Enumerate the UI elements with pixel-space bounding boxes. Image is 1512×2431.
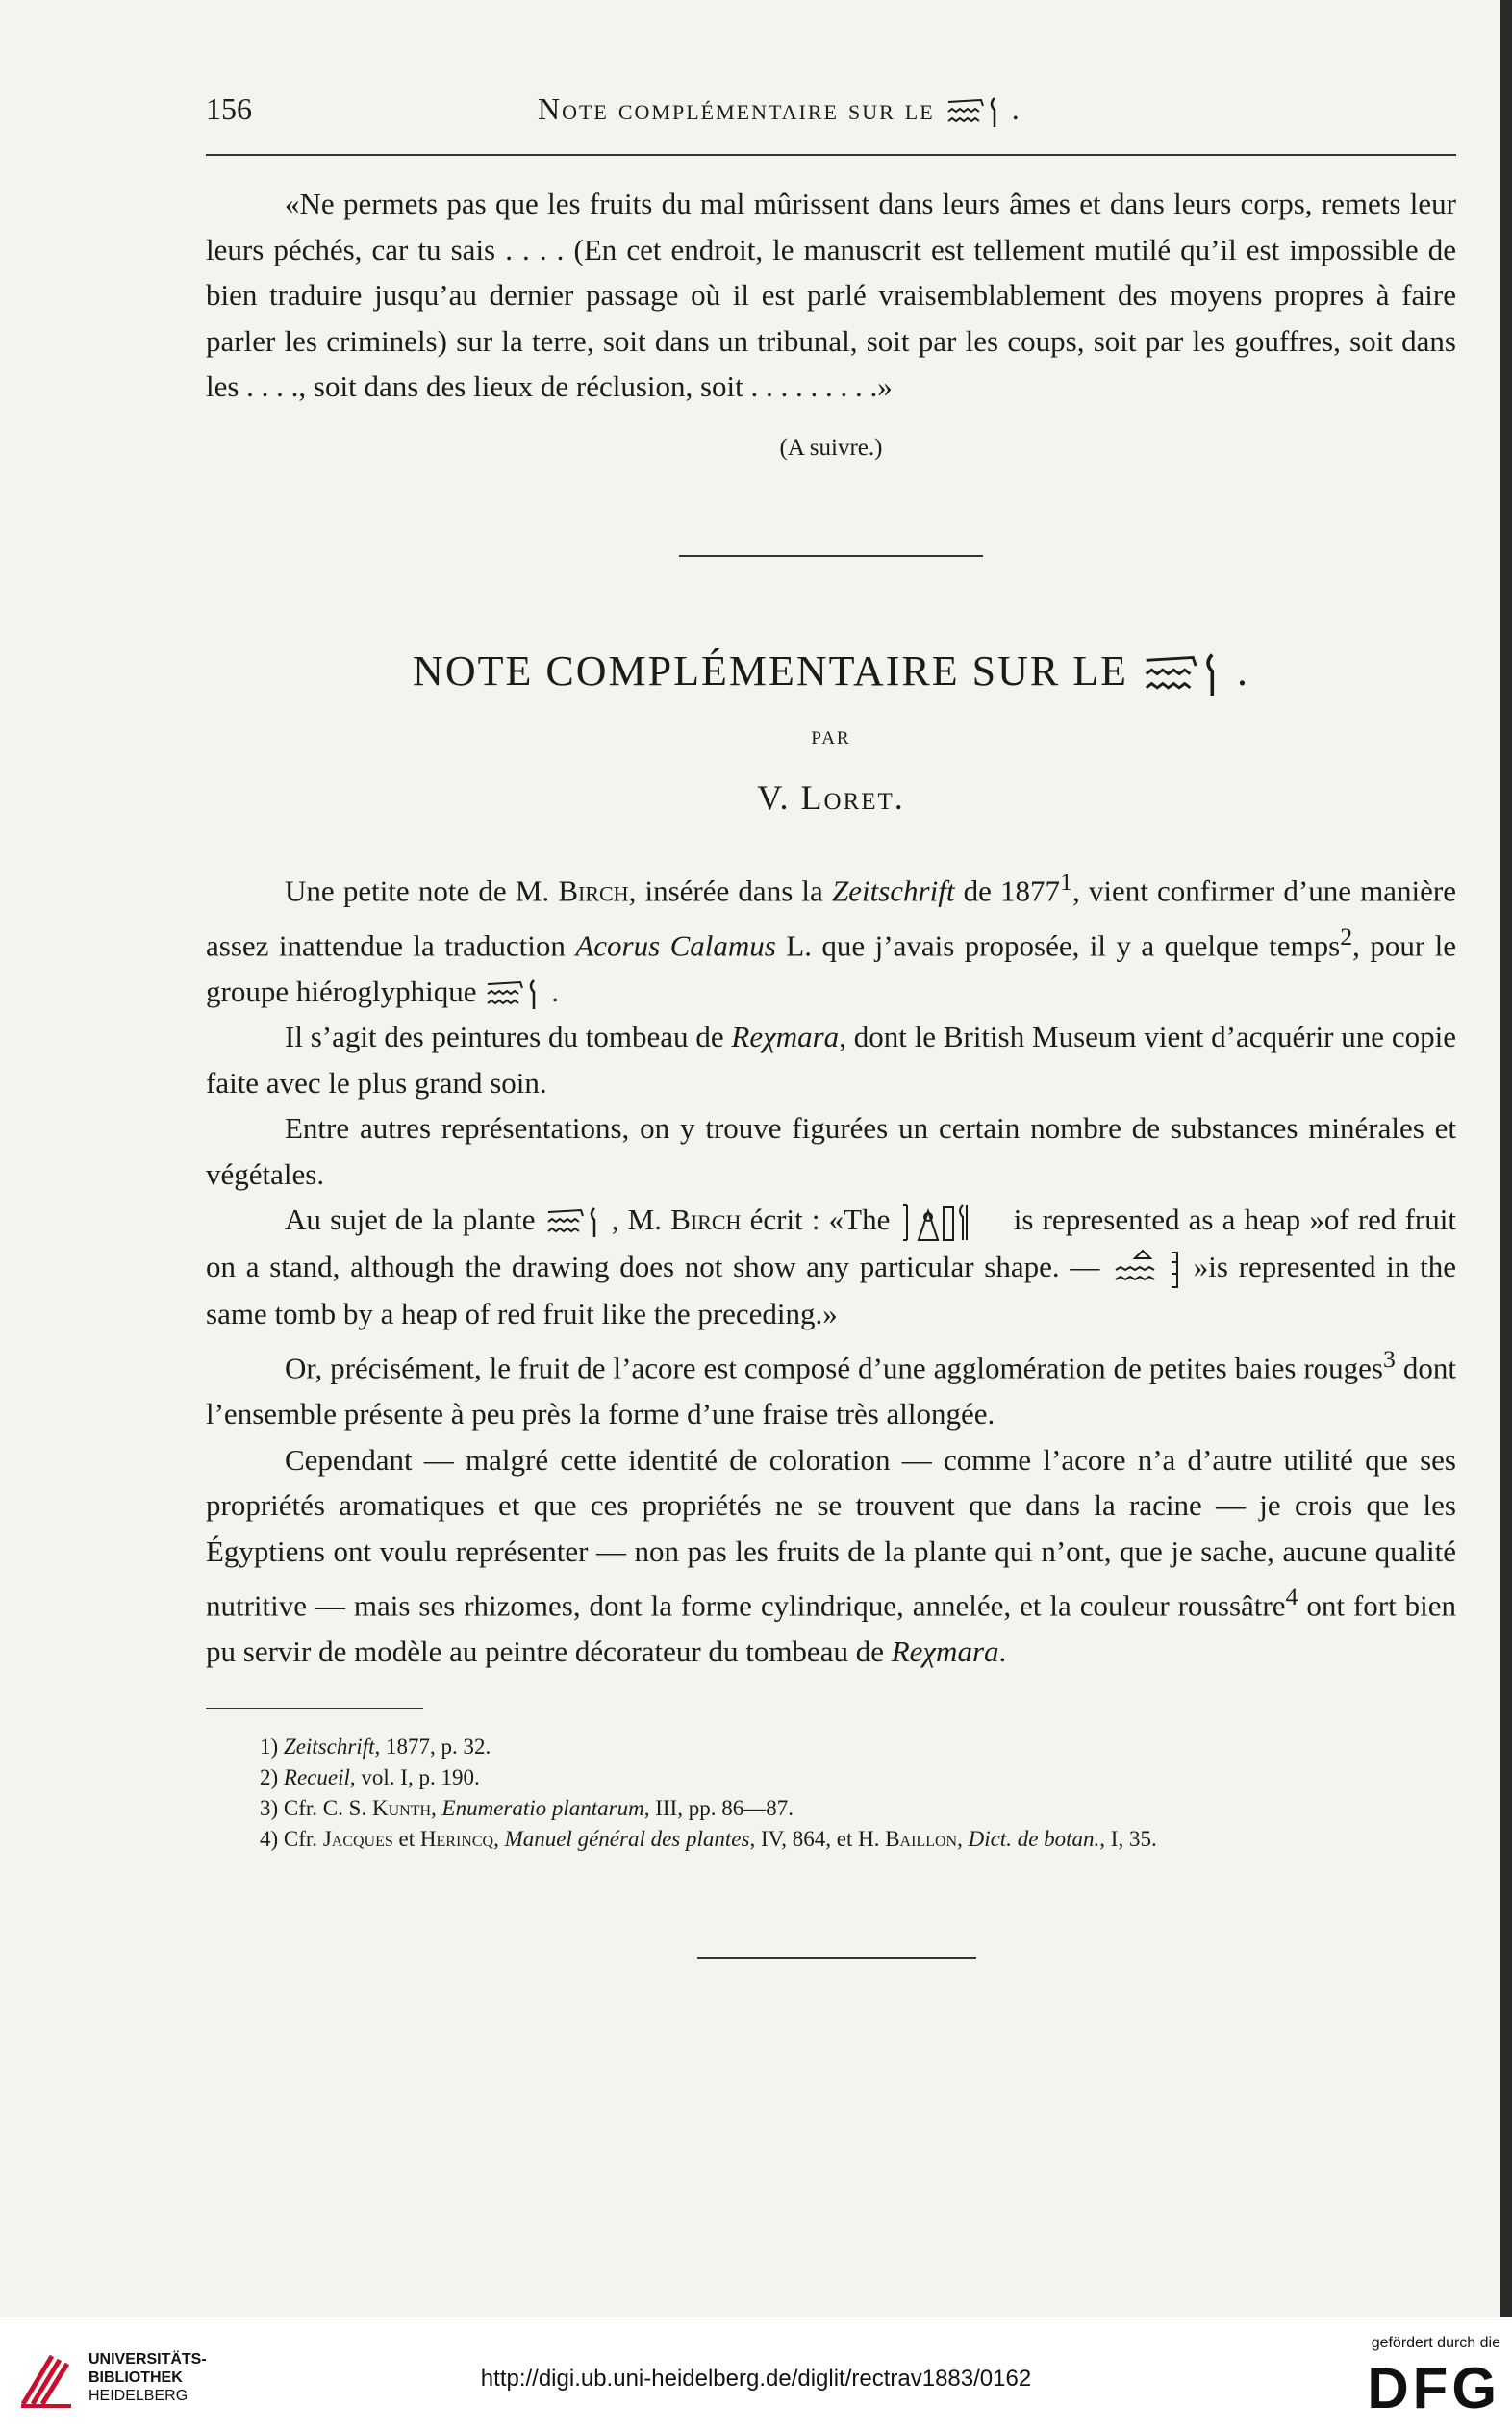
footnote-ref[interactable]: 2 <box>1340 922 1353 950</box>
footnote-4: 4) Cfr. Jacques et Herincq, Manuel général des plantes, IV, 864, et H. Baillon, Dict. de botan., I, 35. <box>260 1827 1157 1851</box>
article-body <box>206 859 1456 1675</box>
continuation-paragraph: «Ne permets pas que les fruits du mal mûrissent dans leurs âmes et dans leurs corps, remets leur leurs péchés, car tu sais . . . . (En cet endroit, le manuscrit est tellement mutilé qu’il est impossible de bien traduire jusqu’au dernier passage où il est parlé vraisemblablement des moyens propres à faire parler les criminels) sur la terre, soit dans un tribunal, soit par les coups, soit par les gouffres, soit dans les . . . ., soit dans des lieux de réclusion, soit . . . . . . . . .» <box>206 187 1456 403</box>
footnote-rule <box>206 1708 423 1709</box>
footnote-ref[interactable]: 4 <box>1285 1583 1298 1611</box>
hieroglyph-group-icon <box>484 975 551 1014</box>
end-rule <box>697 1957 976 1959</box>
hieroglyph-group-icon <box>544 1203 612 1242</box>
page-edge <box>1500 0 1512 2317</box>
byline-par: PAR <box>811 728 851 748</box>
footnote-3: 3) Cfr. C. S. Kunth, Enumeratio plantarum, III, pp. 86—87. <box>260 1796 794 1820</box>
viewer-footer <box>0 2317 1512 2431</box>
paragraph-5: Or, précisément, le fruit de l’acore est composé d’une agglomération de petites baies rouges$^3$ dont l’ensemble présente à peu près la forme d’une fraise très allongée. <box>206 1345 1456 1431</box>
paragraph-2: Il s’agit des peintures du tombeau de Reχmara, dont le British Museum vient d’acquérir une copie faite avec le plus grand soin. <box>206 1020 1456 1100</box>
article-title: NOTE COMPLÉMENTAIRE SUR LE . <box>206 646 1456 700</box>
page-number: 156 <box>206 91 252 126</box>
permalink-url[interactable]: http://digi.ub.uni-heidelberg.de/diglit/rectrav1883/0162 <box>480 2366 1032 2392</box>
running-head <box>206 91 1456 139</box>
paragraph-4: Au sujet de la plante , M. Birch écrit : «The is represented as a heap »of red fruit on a stand, although the drawing does not show any particular shape. — »is represented in the same tomb by a heap of red fruit like the preceding.» <box>206 1203 1456 1330</box>
footnote-ref[interactable]: 3 <box>1383 1345 1396 1374</box>
footnote-2: 2) Recueil, vol. I, p. 190. <box>260 1765 480 1789</box>
author-name: V. Loret. <box>757 778 905 817</box>
library-name: UNIVERSITÄTS- BIBLIOTHEK HEIDELBERG <box>88 2351 207 2404</box>
hieroglyph-group-icon <box>1141 650 1237 700</box>
hieroglyph-group-icon <box>945 96 1012 129</box>
header-rule <box>206 154 1456 156</box>
to-be-continued: (A suivre.) <box>779 435 883 461</box>
footnote-1: 1) Zeitschrift, 1877, p. 32. <box>260 1735 491 1759</box>
paragraph-6: Cependant — malgré cette identité de coloration — comme l’acore n’a d’autre utilité que ses propriétés aromatiques et que ces propriétés ne se trouvent que dans la racine — je crois que les Égyptiens ont voulu représenter — non pas les fruits de la plante qui n’ont, que je sache, aucune qualité nutritive — mais ses rhizomes, dont la forme cylindrique, annelée, et la couleur roussâtre$^4$ ont fort bien pu servir de modèle au peintre décorateur du tombeau de Reχmara. <box>206 1442 1456 1669</box>
footnotes <box>260 1732 1462 1855</box>
hieroglyph-heap-icon <box>1110 1249 1183 1291</box>
dfg-logo[interactable]: DFG <box>1367 2356 1500 2420</box>
running-title: Note complémentaire sur le . <box>538 91 1021 129</box>
section-rule <box>679 555 983 557</box>
paragraph-1: Une petite note de M. Birch, insérée dans la Zeitschrift de 1877$^1$, vient confirmer d’une manière assez inattendue la traduction Acorus Calamus L. que j’avais proposée, il y a quelque temps$^2$, pour le groupe hiéroglyphique . <box>206 859 1456 1014</box>
funded-by-label: gefördert durch die <box>1371 2335 1500 2351</box>
paragraph-3: Entre autres représentations, on y trouve figurées un certain nombre de substances minérales et végétales. <box>206 1111 1456 1191</box>
footnote-ref[interactable]: 1 <box>1060 868 1072 896</box>
hieroglyph-cartouche-icon <box>899 1202 1005 1244</box>
